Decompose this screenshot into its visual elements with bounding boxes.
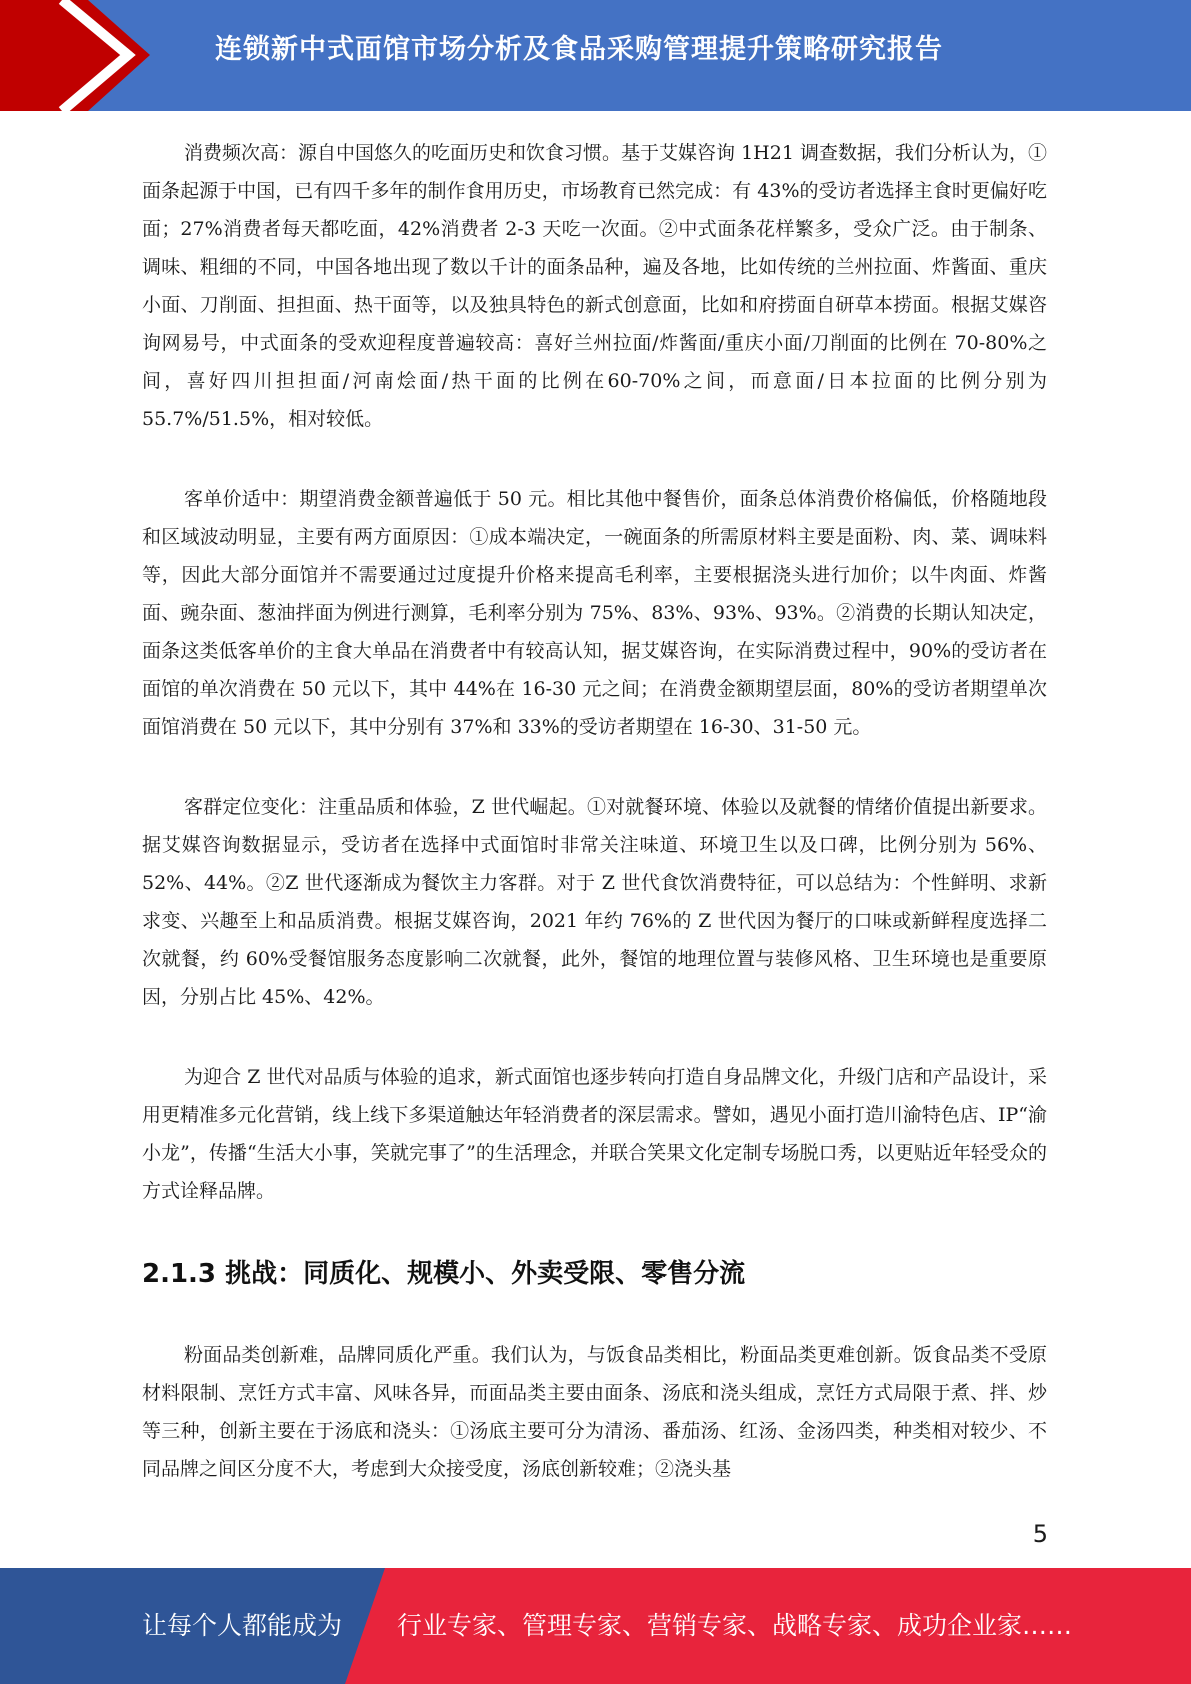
paragraph-average-ticket: 客单价适中：期望消费金额普遍低于 50 元。相比其他中餐售价，面条总体消费价格偏低，价格随地段和区域波动明显，主要有两方面原因：①成本端决定，一碗面条的所需原材料主要是面粉、肉、菜、调味料等，因此大部分面馆并不需要通过过度提升价格来提高毛利率，主要根据浇头进行加价；以牛肉面、炸酱面、豌杂面、葱油拌面为例进行测算，毛利率分别为 75%、83%、93%、93%。②消费的长期认知决定，面条这类低客单价的主食大单品在消费者中有较高认知，据艾媒咨询，在实际消费过程中，90%的受访者在面馆的单次消费在 50 元以下，其中 44%在 16-30 元之间；在消费金额期望层面，80%的受访者期望单次面馆消费在 50 元以下，其中分别有 37%和 33%的受访者期望在 16-30、31-50 元。 [142, 488, 1047, 738]
paragraph-brand-culture: 为迎合 Z 世代对品质与体验的追求，新式面馆也逐步转向打造自身品牌文化，升级门店和产品设计，采用更精准多元化营销，线上线下多渠道触达年轻消费者的深层需求。譬如，遇见小面打造川渝特色店、IP“渝小龙”，传播“生活大小事，笑就完事了”的生活理念，并联合笑果文化定制专场脱口秀，以更贴近年轻受众的方式诠释品牌。 [142, 1066, 1047, 1202]
section-heading: 2.1.3 挑战：同质化、规模小、外卖受限、零售分流 [142, 1259, 746, 1289]
footer-slogan: 让每个人都能成为 [142, 1611, 343, 1640]
document-body [142, 134, 1047, 1488]
paragraph-consumption-frequency: 消费频次高：源自中国悠久的吃面历史和饮食习惯。基于艾媒咨询 1H21 调查数据，我们分析认为，①面条起源于中国，已有四千多年的制作食用历史，市场教育已然完成：有 43%的受访者选择主食时更偏好吃面；27%消费者每天都吃面，42%消费者 2-3 天吃一次面。②中式面条花样繁多，受众广泛。由于制条、调味、粗细的不同，中国各地出现了数以千计的面条品种，遍及各地，比如传统的兰州拉面、炸酱面、重庆小面、刀削面、担担面、热干面等，以及独具特色的新式创意面，比如和府捞面自研草本捞面。根据艾媒咨询网易号，中式面条的受欢迎程度普遍较高：喜好兰州拉面/炸酱面/重庆小面/刀削面的比例在 70-80%之间，喜好四川担担面/河南烩面/热干面的比例在60-70%之间，而意面/日本拉面的比例分别为 55.7%/51.5%，相对较低。 [142, 142, 1047, 430]
footer-roles: 行业专家、管理专家、营销专家、战略专家、成功企业家…… [397, 1611, 1073, 1640]
page-footer [0, 1568, 1191, 1684]
page-number: 5 [1032, 1520, 1048, 1548]
report-title: 连锁新中式面馆市场分析及食品采购管理提升策略研究报告 [215, 34, 943, 65]
red-chevron-icon [0, 0, 160, 111]
paragraph-innovation-challenge: 粉面品类创新难，品牌同质化严重。我们认为，与饭食品类相比，粉面品类更难创新。饭食品类不受原材料限制、烹饪方式丰富、风味各异，而面品类主要由面条、汤底和浇头组成，烹饪方式局限于煮、拌、炒等三种，创新主要在于汤底和浇头：①汤底主要可分为清汤、番茄汤、红汤、金汤四类，种类相对较少、不同品牌之间区分度不大，考虑到大众接受度，汤底创新较难；②浇头基 [142, 1344, 1047, 1480]
paragraph-customer-positioning: 客群定位变化：注重品质和体验，Z 世代崛起。①对就餐环境、体验以及就餐的情绪价值提出新要求。据艾媒咨询数据显示，受访者在选择中式面馆时非常关注味道、环境卫生以及口碑，比例分别为 56%、52%、44%。②Z 世代逐渐成为餐饮主力客群。对于 Z 世代食饮消费特征，可以总结为：个性鲜明、求新求变、兴趣至上和品质消费。根据艾媒咨询，2021 年约 76%的 Z 世代因为餐厅的口味或新鲜程度选择二次就餐，约 60%受餐馆服务态度影响二次就餐，此外，餐馆的地理位置与装修风格、卫生环境也是重要原因，分别占比 45%、42%。 [142, 796, 1047, 1008]
page-header [0, 0, 1191, 111]
